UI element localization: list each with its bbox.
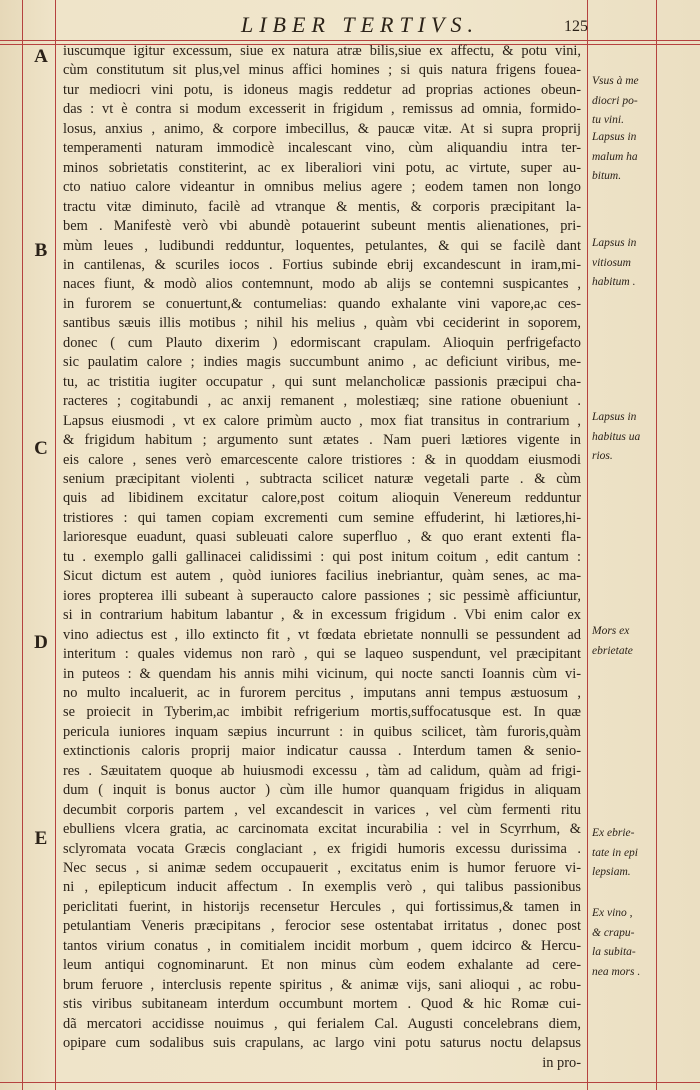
- text-line: leum antiqui cognominarunt. Et non minus cùm eodem exhalante ad cere-: [63, 957, 581, 974]
- text-line: opipare cum sodalibus suis crapulans, ac largo vini potu saturus noctu delapsus: [63, 1035, 581, 1052]
- margin-note-epilepsia: [592, 824, 656, 883]
- red-rule-right-inner: [587, 0, 588, 1090]
- text-line: eis calore , senes verò emarcescente calore tristiores : & in quoddam eiusmodi: [63, 451, 581, 468]
- margin-note-line: Lapsus in: [592, 237, 637, 249]
- margin-note-line: la subita-: [592, 946, 636, 958]
- margin-note-line: vitiosum: [592, 256, 631, 269]
- text-line: losus, anxius , animo, & corpore imbecillus, & paucæ vitæ. At si supra proprij: [63, 120, 581, 137]
- text-line: Lapsus eiusmodi , vt ex calore primùm aucto , mox fiat transitus in contrarium ,: [63, 412, 581, 429]
- text-line: no multo incaluerit, ac in furorem percitus , imputans anni tempus æstuosum ,: [63, 684, 581, 701]
- text-line: decumbit corporis partem , vel excandescit in varices , vel cùm fermenti ritu: [63, 801, 581, 818]
- text-line: tu . exemplo galli gallinacei calidissimi : qui post initum coitum , edit cantum :: [63, 548, 581, 565]
- text-line: extinctionis caloris proprij maior indicatur caussa . Interdum tamen & senio-: [63, 743, 581, 760]
- margin-note-line: rios.: [592, 450, 613, 462]
- text-line: quis ad libidinem excitatur calore,post coitum alioquin Venereum redduntur: [63, 490, 581, 507]
- text-line: vino adiectus est , illo extincto fit , vt fœdata ebrietate nonnulli se pessundent ad: [63, 626, 581, 643]
- text-line: naces fiunt, & modò alios contemnunt, modo ab alijs se contemni suspicantes ,: [63, 276, 581, 293]
- section-marker-e: E: [34, 828, 48, 849]
- text-line: tu, ac tristitia iugiter occupatur , qui sunt melancholicæ passionis præcipui cha-: [63, 373, 581, 390]
- text-line: dum ( inquit is bonus auctor ) cùm ille humor quanquam frigidus in aliquam: [63, 782, 581, 799]
- section-marker-d: D: [34, 632, 48, 653]
- margin-note-line: lepsiam.: [592, 866, 631, 878]
- text-line: santibus sæuis illis motibus ; nihil his melius , quàm vbi ceciderint in soporem,: [63, 315, 581, 332]
- text-line: in puteos : & quendam his annis mihi vicinum, qui nocte sancti Ioannis cùm vi-: [63, 665, 581, 682]
- text-line: das : vt è contra si modum excesserit in frigidum , remissus ad omnia, formido-: [63, 101, 581, 118]
- text-line: in cantilenas, & scuriles iocos . Fortius subinde ebrij excandescunt in iram,mi-: [63, 256, 581, 273]
- margin-note-line: diocri po-: [592, 94, 638, 107]
- text-line: ebulliens vlcera gratia, ac carcinomata excitat incurabilia : vel in Scyrrhum, &: [63, 821, 581, 838]
- margin-note-line: habitum .: [592, 276, 636, 288]
- margin-note-line: tate in epi: [592, 846, 638, 859]
- margin-note-line: Mors ex: [592, 625, 630, 637]
- page-number: 125: [564, 18, 588, 35]
- text-line: sic paulatim calore ; indies magis succumbunt animo , ac deficiunt viribus, me-: [63, 354, 581, 371]
- text-line: sclyromata vocata Græcis conglaciant , ex frigidi humoris excessu durissima .: [63, 840, 581, 857]
- text-line: minos sobrietatis constiterint, ac ex liberaliori vini potu, ac virtute, super au-: [63, 159, 581, 176]
- margin-note-mors-ebrietate: [592, 622, 656, 661]
- text-line: cùm constitutum sit plus,vel minus affici homines ; si quis natura frigens fouea-: [63, 62, 581, 79]
- margin-note-line: Vsus à me: [592, 75, 639, 87]
- text-line: petulantiam Veneris præcipitans , ferocior sese ostentabat irritatus , donec post: [63, 918, 581, 935]
- margin-note-usus: [592, 72, 656, 131]
- running-head: LIBER TERTIVS.: [241, 12, 479, 37]
- red-rule-bottom: [0, 1082, 700, 1083]
- text-line: ni , epilepticum inducit affectum . In exemplis verò , qui talibus passionibus: [63, 879, 581, 896]
- section-marker-c: C: [34, 438, 48, 459]
- text-line: tristiores : qui tamen copiam excrementi cum semine effuderint, hi lætiores,hi-: [63, 509, 581, 526]
- text-line: dã mercatori accidisse nouimus , qui ferialem Cal. Augusti concelebrans diem,: [63, 1015, 581, 1032]
- margin-note-line: Lapsus in: [592, 131, 637, 143]
- margin-note-line: & crapu-: [592, 926, 635, 939]
- text-line: bem . Manifestè verò vbi abundè potauerint subeunt mentis alienationes, pri-: [63, 218, 581, 235]
- margin-note-line: tu vini.: [592, 114, 624, 126]
- text-line: brum feruore , interclusis repente spiritus , & animæ vijs, sani alioqui , ac robu-: [63, 976, 581, 993]
- margin-note-line: bitum.: [592, 170, 622, 182]
- margin-note-lapsus-varios: [592, 408, 656, 467]
- text-line: pericula iuniores inquam sæpius incurrunt : in quibus scilicet, tàm furoris,quàm: [63, 723, 581, 740]
- text-line: Nec secus , si animæ sedem occupauerit , excitatus enim is humor feruore vi-: [63, 860, 581, 877]
- text-line: stis viribus subitaneam interdum occumbunt mortem . Quod & hic Romæ cui-: [63, 996, 581, 1013]
- margin-note-subitanea-mors: [592, 904, 656, 982]
- margin-note-line: malum ha: [592, 150, 638, 163]
- text-line: racteres ; cogitabundi , ac anxij remanent , molestiæq; sine ratione obueniunt .: [63, 393, 581, 410]
- text-line: periclitati fuerint, in historijs recensetur Hercules , qui fortissimus,& tamen in: [63, 898, 581, 915]
- section-marker-b: B: [34, 240, 48, 261]
- margin-note-line: ebrietate: [592, 644, 633, 657]
- main-text-column: [63, 42, 581, 1073]
- margin-note-lapsus-vitiosum: [592, 234, 656, 293]
- margin-note-lapsus-malum: [592, 128, 656, 187]
- text-line: tractu vitæ diminuto, facilè ad vtranque & mentis, & corporis præcipitant la-: [63, 198, 581, 215]
- text-line: Sicut dictum est autem , quòd iuniores facilius inebriantur, quàm senes, ac ma-: [63, 568, 581, 585]
- text-line: se proiecit in Tyberim,ac imbibit refrigerium mortis,suffocatusque est. In quæ: [63, 704, 581, 721]
- text-line: senium præcipitant violenti , subtracta scilicet naturæ vegetali parte . & cùm: [63, 470, 581, 487]
- red-rule-left-outer: [22, 0, 23, 1090]
- section-marker-a: A: [34, 46, 48, 67]
- text-line: res . Sæuitatem quoque ab huiusmodi excessu , tàm ad calidum, quàm ad frigi-: [63, 762, 581, 779]
- text-line: in furorem se conuertunt,& contumelias: quando exhalante vini vapore,ac ces-: [63, 295, 581, 312]
- margin-note-line: Lapsus in: [592, 411, 637, 423]
- text-line: si in contrarium habitum labantur , & in excessum frigidum . Vbi enim calor ex: [63, 607, 581, 624]
- text-line: interitum : quales videmus non rarò , qui se laqueo suspendunt, vel præcipitant: [63, 646, 581, 663]
- margin-note-line: Ex ebrie-: [592, 827, 635, 839]
- text-line: mùm leues , ludibundi redduntur, loquentes, petulantes, & qui se facilè dant: [63, 237, 581, 254]
- text-line: temperamenti naturam immodicè incalescant vino, cùm aliquandiu intra ter-: [63, 140, 581, 157]
- text-line: & frigidum habitum ; argumento sunt ætates . Nam pueri lætiores vigente in: [63, 432, 581, 449]
- text-line: tur mediocri vini potu, is idoneus magis reddetur ad proprias actiones obeun-: [63, 81, 581, 98]
- text-line: donec ( cum Plauto dixerim ) edormiscant crapulam. Alioquin perfrigefacto: [63, 334, 581, 351]
- text-line: in pro-: [542, 1054, 581, 1071]
- text-line: iuscumque igitur excessum, siue ex natura atræ bilis,siue ex affectu, & potu vini,: [63, 43, 581, 59]
- margin-note-line: habitus ua: [592, 430, 641, 443]
- red-rule-left-inner: [55, 0, 56, 1090]
- red-rule-top: [0, 40, 700, 41]
- text-line: iores propterea illi subeant à superaucto calore passiones ; sic pessimè afficiuntur,: [63, 587, 581, 604]
- margin-note-line: nea mors .: [592, 965, 641, 978]
- text-line: tantos virium conatus , in comitialem incidit morbum , quem idcirco & Hercu-: [63, 937, 581, 954]
- text-line: larioresque euadunt, quasi subleuati calore superfluo , & quo erant extenti fla-: [63, 529, 581, 546]
- red-rule-right-outer: [656, 0, 657, 1090]
- text-line: cto natiuo calore videantur in omnibus melius agere ; eodem tamen non longo: [63, 179, 581, 196]
- margin-note-line: Ex vino ,: [592, 907, 633, 919]
